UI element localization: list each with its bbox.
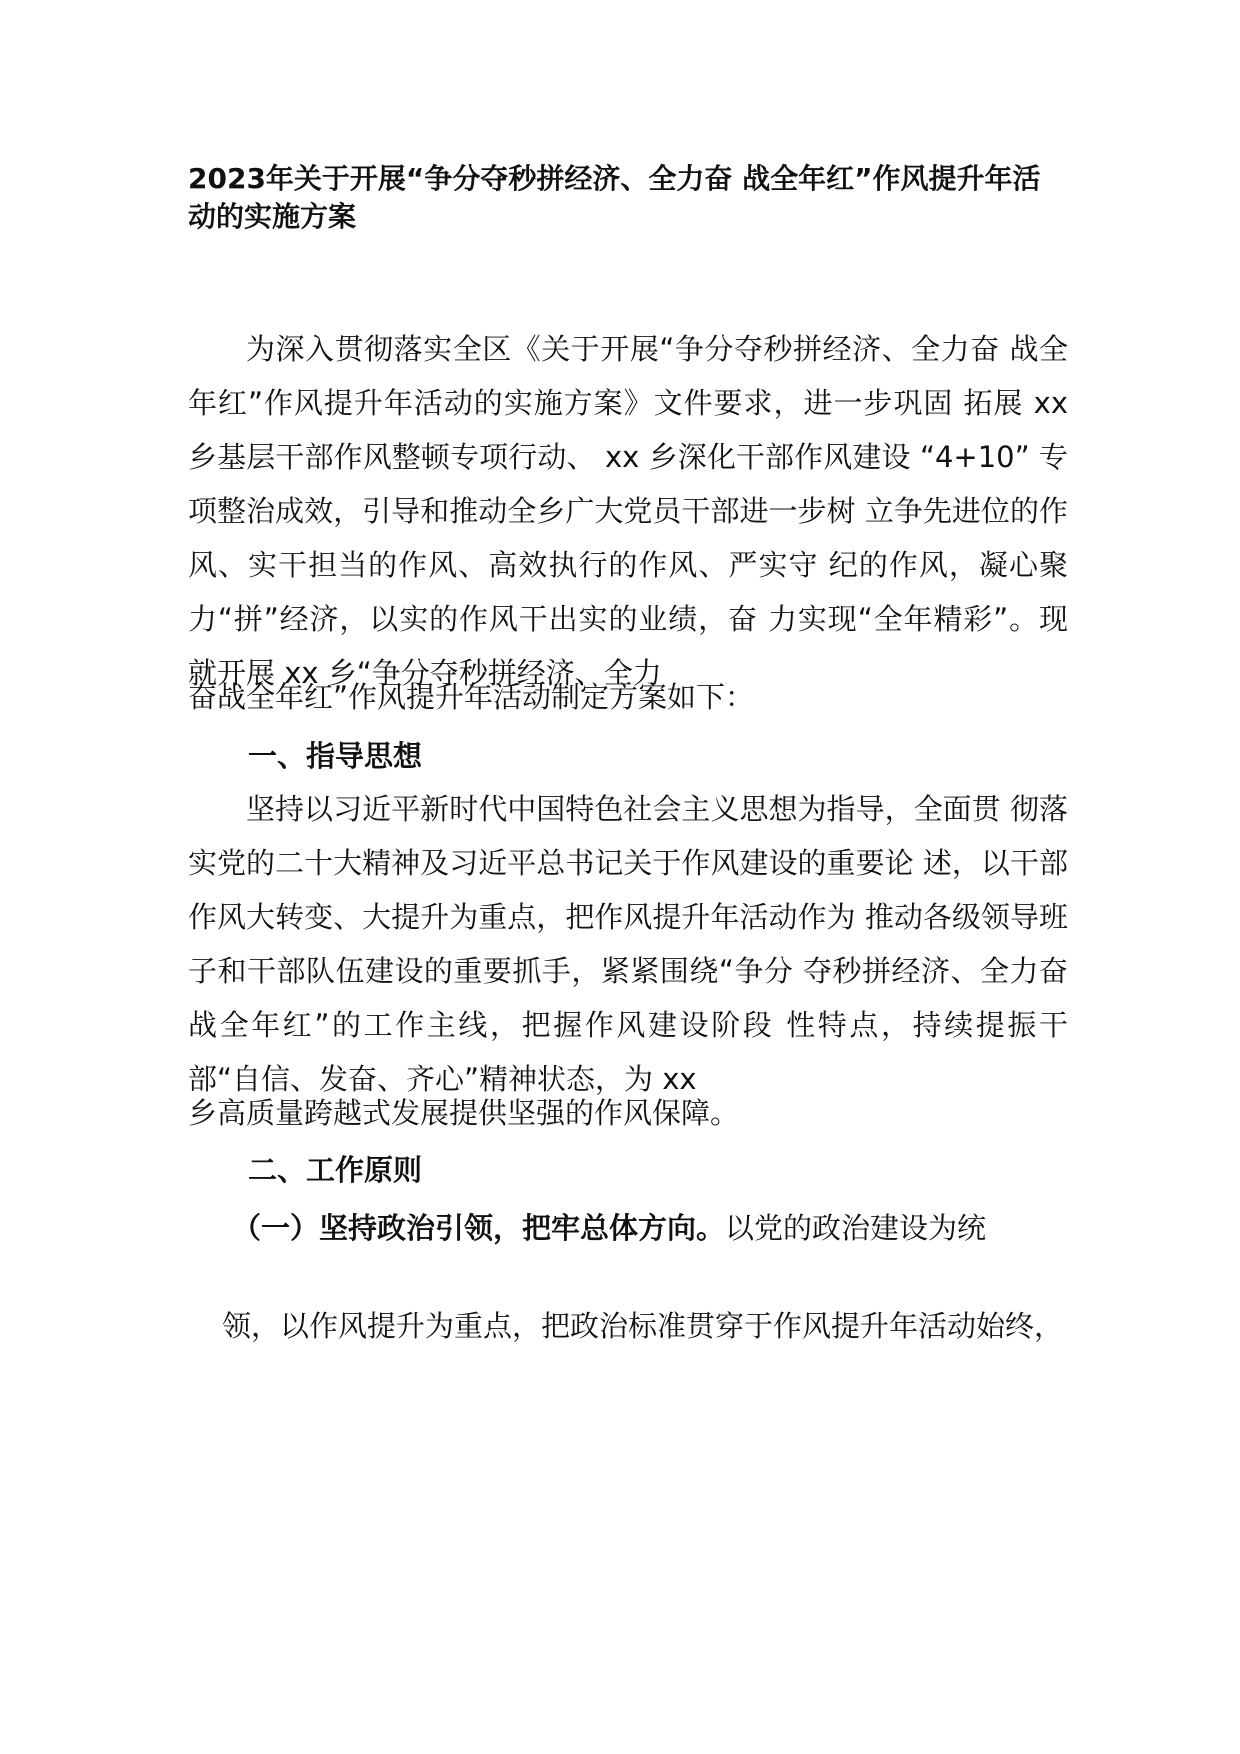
intro-paragraph-tail: 奋战全年红”作风提升年活动制定方案如下： [188, 680, 755, 714]
intro-paragraph: 为深入贯彻落实全区《关于开展“争分夺秒拼经济、全力奋 战全年红”作风提升年活动的实施方案》文件要求，进一步巩固 拓展 xx 乡基层干部作风整顿专项行动、 xx 乡深化干部作风建设 “4+10” 专项整治成效，引导和推动全乡广大党员干部进一步树 立争先进位的作风、实干担当的作风、高效执行的作风、严实守 纪的作风，凝心聚力“拼”经济，以实的作风干出实的业绩，奋 力实现“全年精彩”。现就开展 xx 乡“争分夺秒拼经济、全力 [188, 332, 1068, 690]
document-title: 2023年关于开展“争分夺秒拼经济、全力奋 战全年红”作风提升年活动的实施方案 [188, 162, 1041, 233]
principle-1-title: （一）坚持政治引领，把牢总体方向。 [232, 1211, 726, 1245]
guiding-thought-paragraph: 坚持以习近平新时代中国特色社会主义思想为指导，全面贯 彻落实党的二十大精神及习近平总书记关于作风建设的重要论 述，以干部作风大转变、大提升为重点，把作风提升年活动作为 推动各级领导班子和干部队伍建设的重要抓手，紧紧围绕“争分 夺秒拼经济、全力奋战全年红”的工作主线，把握作风建设阶段 性特点，持续提振干部“自信、发奋、齐心”精神状态，为 xx [188, 792, 1068, 1096]
principle-1-text: 以党的政治建设为统 [725, 1211, 987, 1245]
principle-1-continuation: 领，以作风提升为重点，把政治标准贯穿于作风提升年活动始终， [222, 1309, 1064, 1343]
guiding-thought-paragraph-tail: 乡高质量跨越式发展提供坚强的作风保障。 [188, 1096, 740, 1130]
section-heading-guiding-thought: 一、指导思想 [248, 739, 423, 773]
principle-1-line [232, 1208, 986, 1248]
section-heading-work-principles: 二、工作原则 [248, 1153, 423, 1187]
